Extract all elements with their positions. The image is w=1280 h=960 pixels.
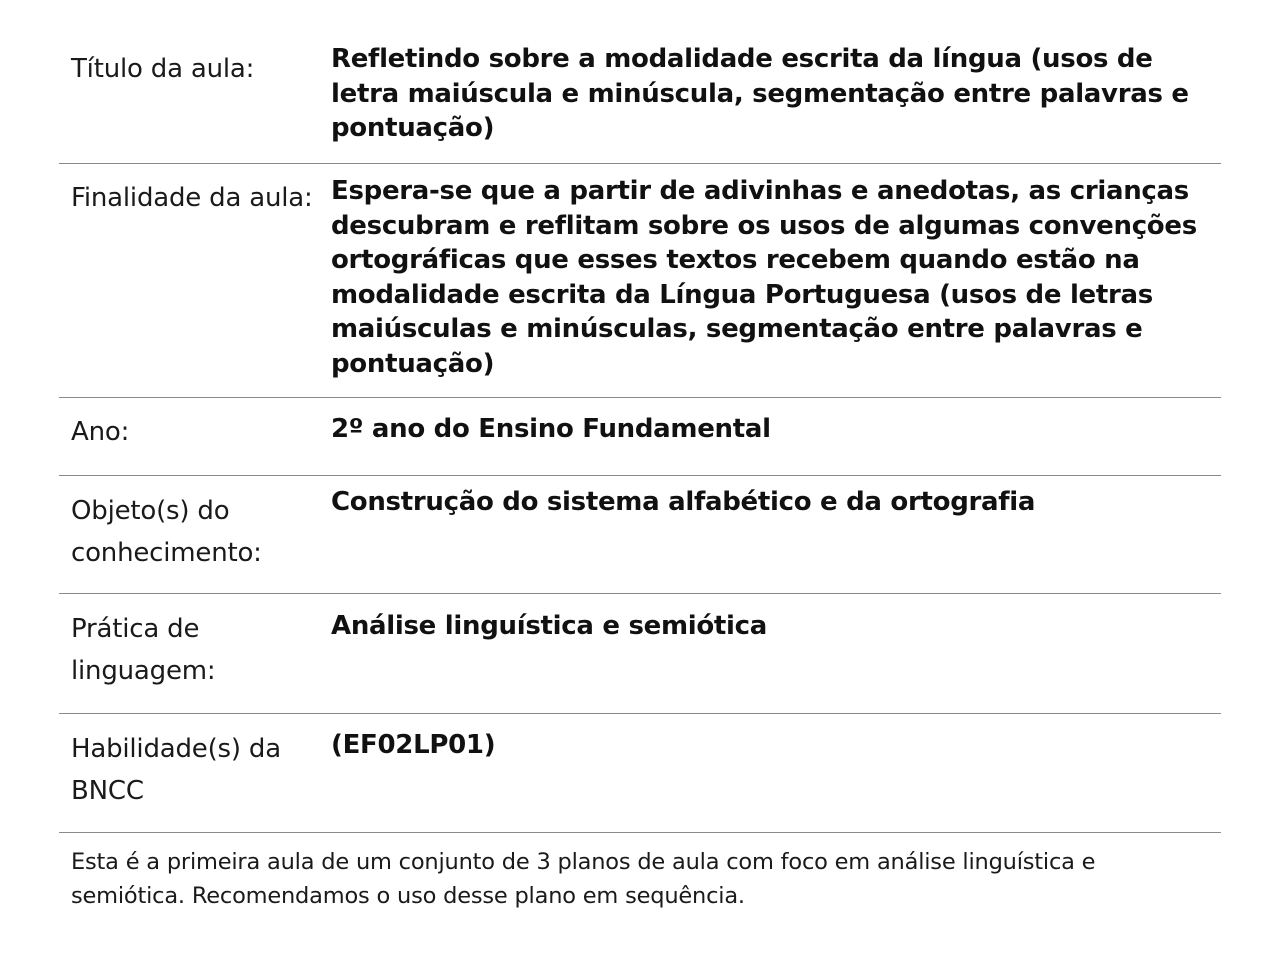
- row-habilidades-bncc: [59, 714, 1221, 833]
- lesson-plan-table: [59, 0, 1221, 913]
- field-value-objeto: Construção do sistema alfabético e da ortografia: [331, 487, 1036, 517]
- field-label-titulo: Título da aula:: [71, 54, 255, 84]
- field-value-habilidade: (EF02LP01): [331, 730, 496, 760]
- field-label-finalidade: Finalidade da aula:: [71, 183, 313, 213]
- field-label-pratica: Prática de linguagem:: [71, 614, 216, 686]
- row-titulo-da-aula: [59, 30, 1221, 164]
- row-finalidade-da-aula: [59, 164, 1221, 398]
- row-pratica-de-linguagem: [59, 594, 1221, 714]
- field-value-ano: 2º ano do Ensino Fundamental: [331, 414, 771, 444]
- field-value-titulo: Refletindo sobre a modalidade escrita da língua (usos de letra maiúscula e minúscula, segmentação entre palavras e pontuação): [331, 44, 1189, 143]
- row-objeto-do-conhecimento: [59, 476, 1221, 594]
- field-value-finalidade: Espera-se que a partir de adivinhas e anedotas, as crianças descubram e reflitam sobre os usos de algumas convenções ortográficas que esses textos recebem quando estão na modalidade escrita da Língua Portuguesa (usos de letras maiúsculas e minúsculas, segmentação entre palavras e pontuação): [331, 176, 1197, 379]
- field-label-objeto: Objeto(s) do conhecimento:: [71, 496, 262, 568]
- field-label-habilidade: Habilidade(s) da BNCC: [71, 734, 281, 806]
- footnote-sequence: Esta é a primeira aula de um conjunto de 3 planos de aula com foco em análise linguística e semiótica. Recomendamos o uso desse plano em sequência.: [71, 849, 1096, 909]
- row-ano: [59, 398, 1221, 476]
- field-label-ano: Ano:: [71, 417, 130, 447]
- field-value-pratica: Análise linguística e semiótica: [331, 611, 768, 641]
